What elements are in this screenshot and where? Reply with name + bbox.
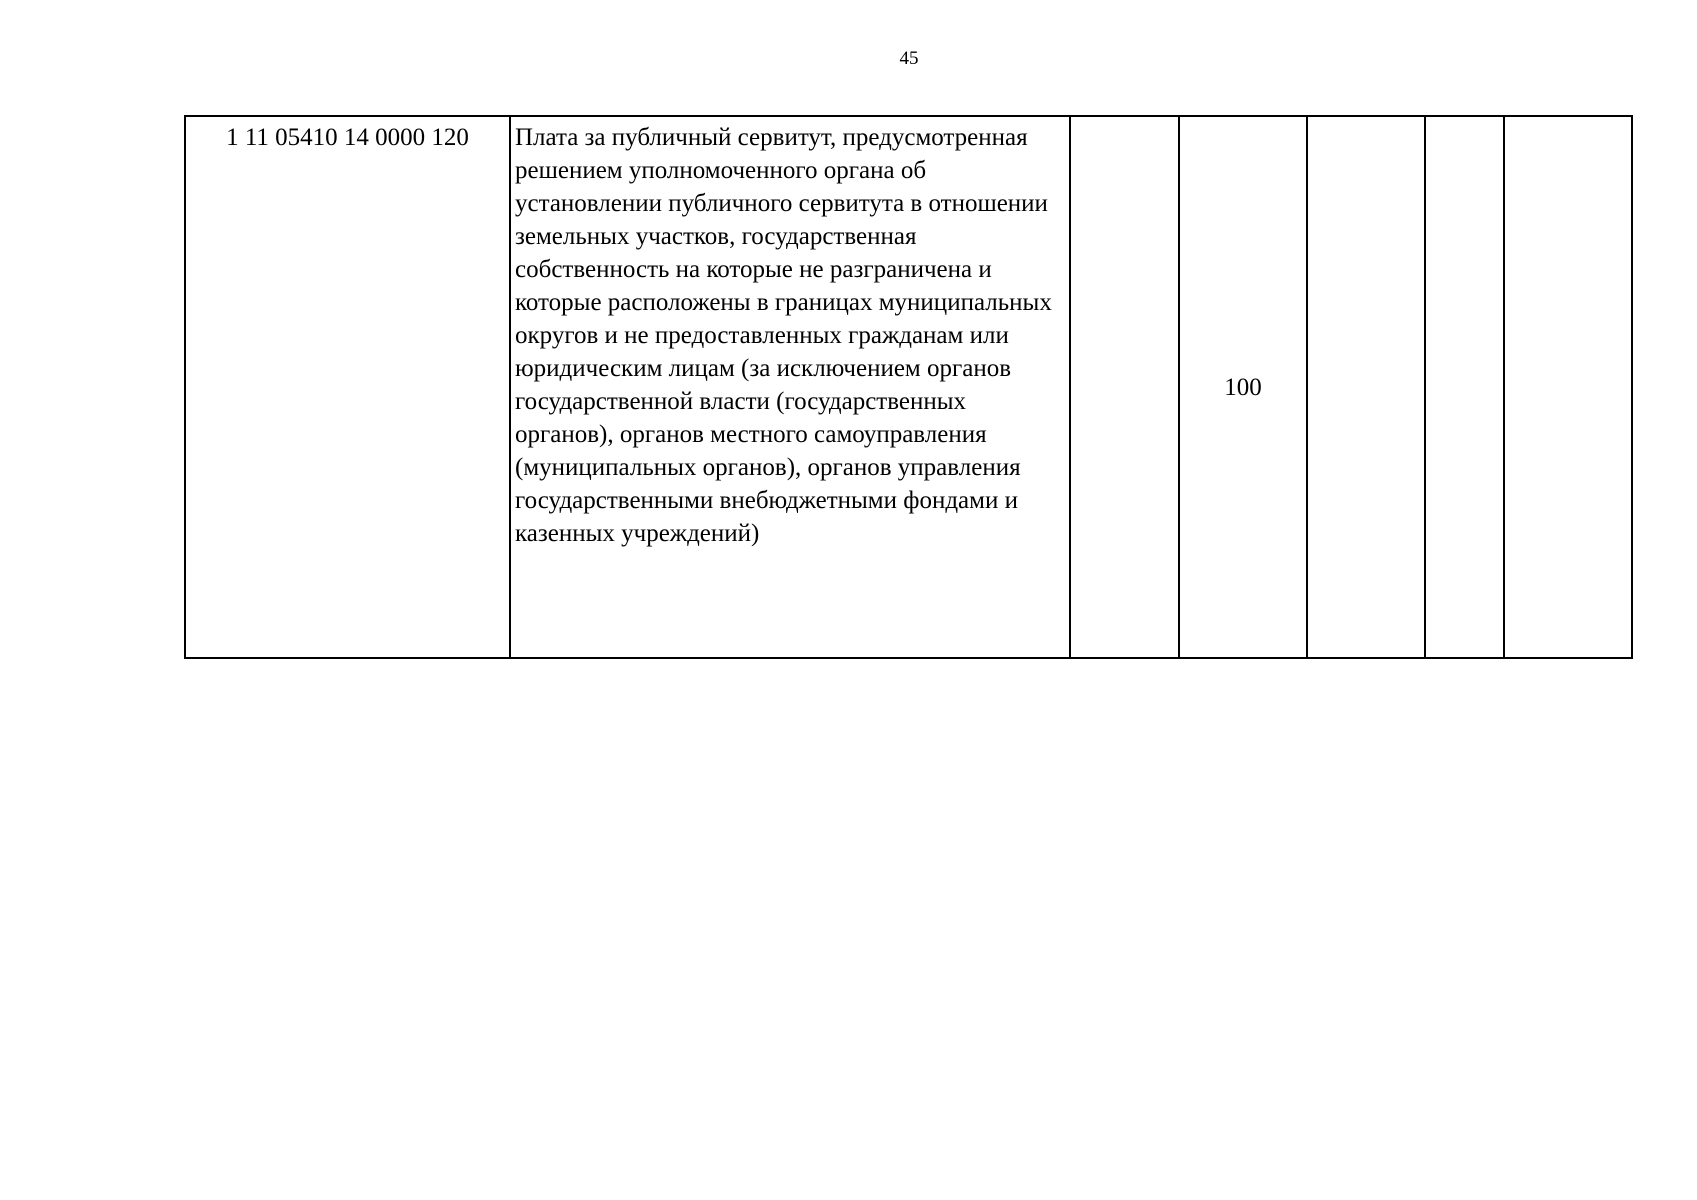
column-5-cell — [1307, 116, 1425, 658]
page-number: 45 — [899, 48, 919, 69]
budget-code-cell: 1 11 05410 14 0000 120 — [185, 116, 510, 658]
budget-table — [184, 115, 1633, 659]
income-description-cell: Плата за публичный сервитут, предусмотренная решением уполномоченного органа об установлении публичного сервитута в отношении земельных участков, государственная собственность на которые не разграничена и которые расположены в границах муниципальных округов и не предоставленных гражданам или юридическим лицам (за исключением органов государственной власти (государственных органов), органов местного самоуправления (муниципальных органов), органов управления государственными внебюджетными фондами и казенных учреждений) — [510, 116, 1070, 658]
percent-value-cell: 100 — [1179, 116, 1307, 658]
column-7-cell — [1504, 116, 1632, 658]
column-6-cell — [1425, 116, 1504, 658]
column-3-cell — [1070, 116, 1179, 658]
table-row — [185, 116, 1632, 658]
